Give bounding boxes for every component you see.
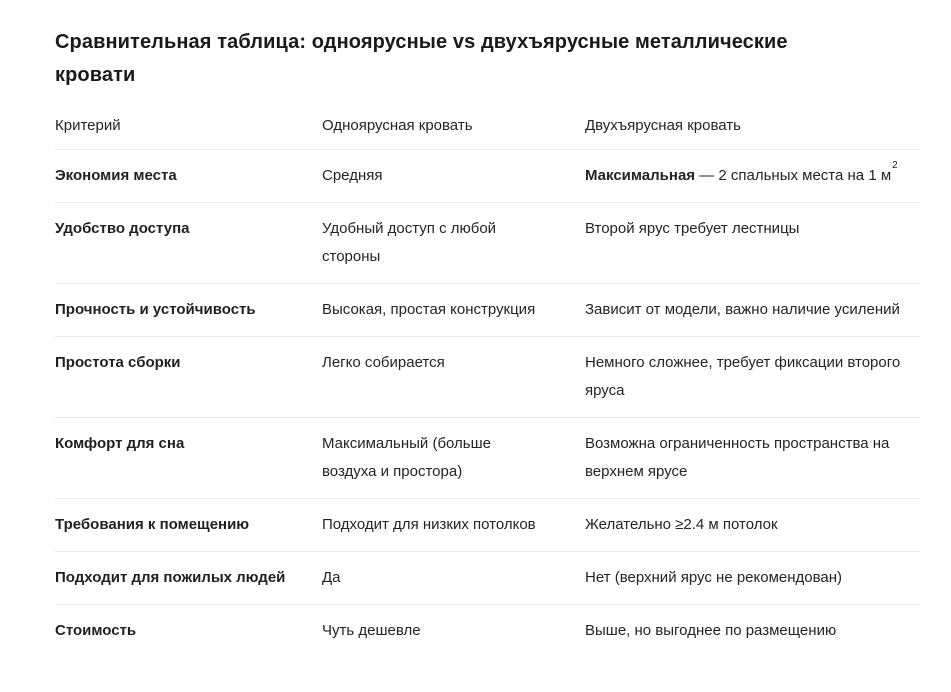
text-segment: Подходит для низких потолков [322, 516, 536, 533]
single-bed-cell [322, 337, 585, 418]
bunk-bed-cell [585, 418, 920, 499]
text-segment: Удобство доступа [55, 220, 190, 237]
cell-text [322, 617, 537, 645]
cell-text [585, 617, 920, 645]
text-segment: Да [322, 569, 341, 586]
table-row [55, 284, 920, 337]
text-segment: Легко собирается [322, 354, 445, 371]
text-segment: Прочность и устойчивость [55, 301, 256, 318]
cell-text [322, 511, 537, 539]
cell-text [55, 215, 302, 243]
text-segment: 2 [892, 160, 898, 171]
text-segment: Удобный доступ с любой стороны [322, 220, 497, 265]
column-header-single-bed: Одноярусная кровать [322, 116, 585, 150]
cell-text [322, 296, 537, 324]
cell-text [322, 349, 537, 377]
criterion-cell [55, 150, 322, 203]
page-title: Сравнительная таблица: одноярусные vs двухъярусные металлические кровати [55, 31, 788, 86]
table-row [55, 203, 920, 284]
criterion-cell [55, 552, 322, 605]
comparison-table [55, 116, 920, 657]
single-bed-cell [322, 203, 585, 284]
text-segment: Зависит от модели, важно наличие усилений [585, 301, 900, 318]
text-segment: Выше, но выгоднее по размещению [585, 622, 837, 639]
text-segment: Возможна ограниченность пространства на верхнем ярусе [585, 435, 890, 480]
criterion-cell [55, 284, 322, 337]
text-segment: Максимальная [585, 167, 696, 184]
text-segment: Нет (верхний ярус не рекомендован) [585, 569, 843, 586]
cell-text [585, 511, 920, 539]
table-row [55, 552, 920, 605]
table-header-row [55, 116, 920, 150]
bunk-bed-cell [585, 552, 920, 605]
text-segment: Максимальный (больше воздуха и простора) [322, 435, 491, 480]
cell-text [55, 511, 302, 539]
single-bed-cell [322, 552, 585, 605]
text-segment: Комфорт для сна [55, 435, 185, 452]
cell-text [55, 430, 302, 458]
criterion-cell [55, 418, 322, 499]
text-segment: Немного сложнее, требует фиксации второго яруса [585, 354, 901, 399]
cell-text [322, 162, 537, 190]
single-bed-cell [322, 418, 585, 499]
single-bed-cell [322, 499, 585, 552]
text-segment: Чуть дешевле [322, 622, 421, 639]
bunk-bed-cell [585, 284, 920, 337]
single-bed-cell [322, 150, 585, 203]
bunk-bed-cell [585, 337, 920, 418]
text-segment: Экономия места [55, 167, 177, 184]
bunk-bed-cell [585, 203, 920, 284]
bunk-bed-cell [585, 605, 920, 658]
table-row [55, 150, 920, 203]
criterion-cell [55, 499, 322, 552]
cell-text [585, 349, 920, 405]
cell-text [55, 349, 302, 377]
text-segment: Подходит для пожилых людей [55, 569, 286, 586]
table-row [55, 337, 920, 418]
cell-text [55, 162, 302, 190]
text-segment: — 2 спальных места на 1 м [695, 167, 892, 184]
cell-text [322, 564, 537, 592]
cell-text [585, 296, 920, 324]
cell-text [585, 430, 920, 486]
cell-text [322, 430, 537, 486]
table-body [55, 150, 920, 658]
bunk-bed-cell [585, 499, 920, 552]
column-header-criterion: Критерий [55, 116, 322, 150]
cell-text [55, 296, 302, 324]
table-row [55, 418, 920, 499]
text-segment: Стоимость [55, 622, 137, 639]
cell-text [585, 564, 920, 592]
table-row [55, 499, 920, 552]
single-bed-cell [322, 284, 585, 337]
text-segment: Требования к помещению [55, 516, 250, 533]
table-row [55, 605, 920, 658]
bunk-bed-cell [585, 150, 920, 203]
text-segment: Высокая, простая конструкция [322, 301, 536, 318]
criterion-cell [55, 337, 322, 418]
criterion-cell [55, 203, 322, 284]
cell-text [55, 617, 302, 645]
cell-text [585, 215, 920, 243]
cell-text [322, 215, 537, 271]
text-segment: Желательно ≥2.4 м потолок [585, 516, 778, 533]
cell-text [55, 564, 302, 592]
cell-text [585, 162, 920, 190]
text-segment: Простота сборки [55, 354, 181, 371]
text-segment: Средняя [322, 167, 383, 184]
column-header-bunk-bed: Двухъярусная кровать [585, 116, 920, 150]
criterion-cell [55, 605, 322, 658]
single-bed-cell [322, 605, 585, 658]
text-segment: Второй ярус требует лестницы [585, 220, 800, 237]
